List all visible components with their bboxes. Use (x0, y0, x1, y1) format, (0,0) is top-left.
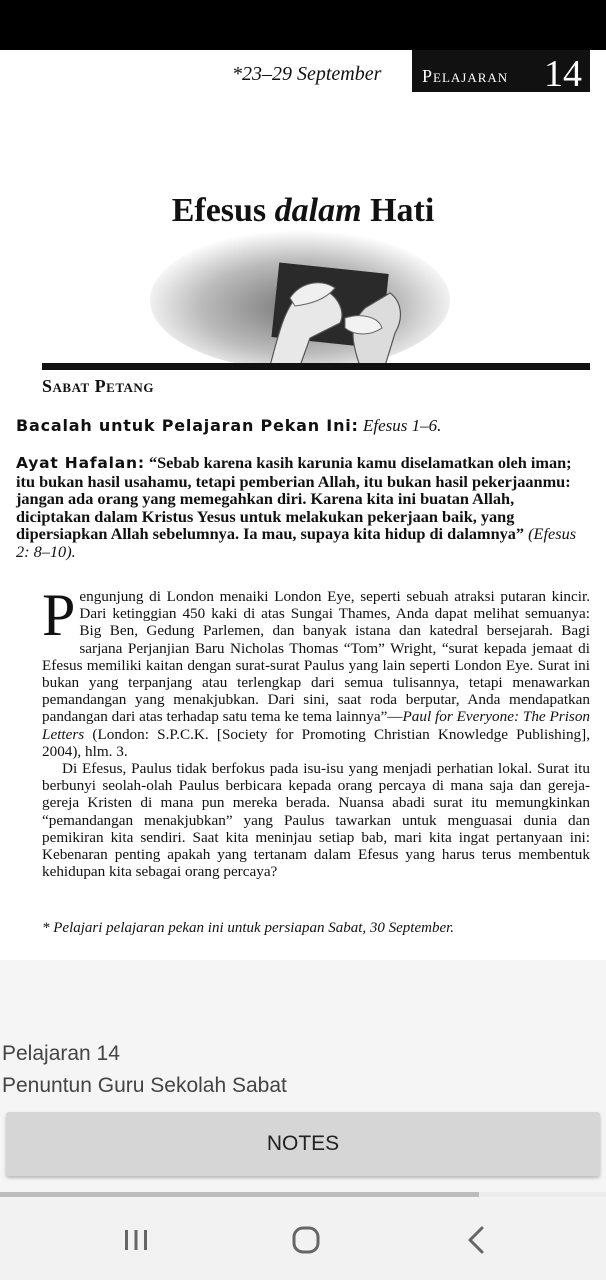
title-part-1: Efesus (171, 192, 275, 229)
reading-value: Efesus 1–6. (363, 416, 442, 435)
navigation-bar (0, 1198, 606, 1280)
notes-area (0, 960, 606, 1198)
title-rule (42, 363, 590, 370)
scroll-progress-track (0, 1192, 606, 1197)
home-icon[interactable] (276, 1218, 336, 1262)
body-p1-tail: (London: S.P.C.K. [Society for Promoting Christian Knowledge Publishing], 2004), hlm. 3. (42, 725, 590, 760)
reading-label: Bacalah untuk Pelajaran Pekan Ini: (16, 416, 359, 435)
guide-label: Penuntun Guru Sekolah Sabat (2, 1074, 287, 1097)
hands-holding-bible-illustration (150, 228, 450, 366)
memory-verse-text: “Sebab karena kasih karunia kamu diselamatkan oleh iman; itu bukan hasil usahamu, tetapi pemberian Allah, itu bukan hasil pekerjaanmu: jangan ada orang yang memegahkan diri. Karena kita ini buatan Allah, diciptakan dalam Kristus Yesus untuk melakukan pekerjaan baik, yang dipersiapkan Allah sebelumnya. Ia mau, supaya kita hidup di dalamnya” (16, 453, 572, 544)
memory-verse-label: Ayat Hafalan: (16, 454, 145, 472)
lesson-label: Pelajaran 14 (2, 1042, 120, 1065)
body-paragraph-1 (42, 582, 591, 760)
back-icon[interactable] (446, 1218, 506, 1262)
book-title: Paul for Everyone: The Prison Letters (42, 708, 591, 743)
lesson-header-box (412, 50, 590, 95)
date-range: *23–29 September (232, 63, 382, 85)
lesson-number: 14 (544, 53, 582, 95)
body-p1-text: engunjung di London menaiki London Eye, seperti sebuah atraksi putaran kincir. Dari ketinggian 450 kaki di atas Sungai Thames, Anda dapat melihat semuanya: Big Ben, Gedung Parlemen, dan banyak istana dan katedral bersejarah. Bagi sarjana Perjanjian Baru Nicholas Thomas “Tom” Wright, “surat kepada jemaat di Efesus memiliki kaitan dengan surat-surat Paulus yang lain seperti London Eye. Surat ini bukan yang terpanjang atau terlengkap dari semua tulisannya, tetapi menawarkan pemandangan yang menakjubkan. Dari sini, saat roda berputar, Anda mendapatkan pandangan dari atas terhadap satu tema ke tema lainnya”— (42, 588, 590, 726)
lesson-page (0, 50, 606, 960)
drop-cap: P (42, 582, 76, 648)
recent-apps-icon[interactable] (106, 1218, 166, 1262)
page-title (0, 192, 606, 230)
memory-verse-reference: (Efesus 2: 8–10). (16, 524, 577, 561)
scroll-progress-fill (0, 1192, 479, 1197)
title-part-2: dalam (274, 192, 362, 229)
memory-verse (16, 454, 590, 561)
title-part-3: Hati (361, 192, 435, 229)
body-paragraph-2: Di Efesus, Paulus tidak berfokus pada isu-isu yang menjadi perhatian lokal. Surat itu berbunyi seolah-olah Paulus berbicara kepada orang percaya di mana saja dan gereja-gereja Kristen di mana pun mereka berada. Nuansa abadi surat itu memungkinkan “pemandangan menakjubkan” yang Paulus tawarkan untuk menguasai dunia dan pemikiran kita sendiri. Saat kita meninjau setiap bab, mari kita ingat pertanyaan ini: Kebenaran penting apakah yang tertanam dalam Efesus yang harus terus membentuk kehidupan kita sebagai orang percaya? (42, 760, 590, 881)
lesson-word: Pelajaran (422, 66, 509, 86)
section-heading: Sabat Petang (42, 376, 154, 396)
weekly-reading (16, 416, 441, 436)
notes-button[interactable]: NOTES (6, 1112, 600, 1176)
lesson-body (42, 582, 591, 881)
footnote: * Pelajari pelajaran pekan ini untuk persiapan Sabat, 30 September. (42, 920, 455, 936)
status-bar (0, 0, 606, 50)
